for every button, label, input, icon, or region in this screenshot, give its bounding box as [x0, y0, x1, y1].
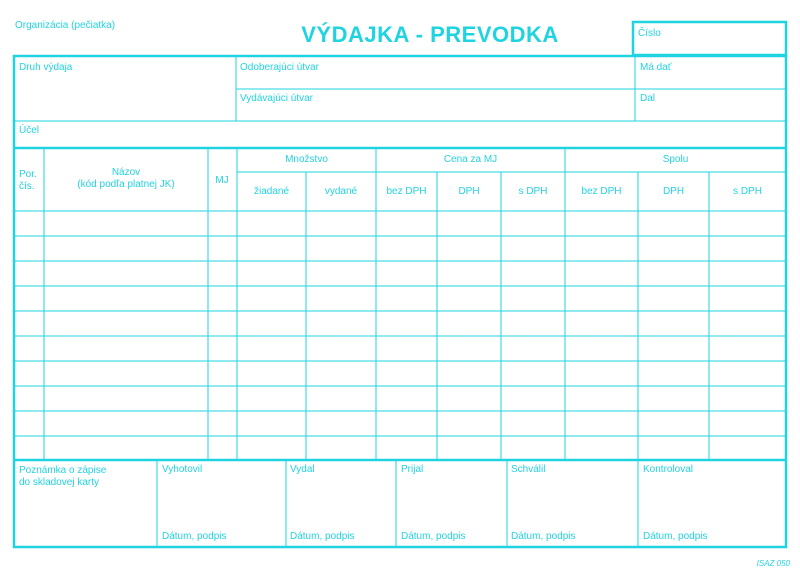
total-vat-header: DPH — [662, 186, 685, 197]
debit-label: Má dať — [640, 62, 672, 73]
quantity-header: Množstvo — [285, 154, 328, 165]
total-excl-vat-header: bez DPH — [581, 186, 622, 197]
issued-date-signature-label: Dátum, podpis — [290, 531, 355, 542]
approved-by-label: Schválil — [511, 464, 546, 475]
warehouse-note-label: Poznámka o zápise do skladovej karty — [19, 465, 107, 488]
total-header: Spolu — [662, 154, 689, 165]
form-title: VÝDAJKA - PREVODKA — [301, 22, 559, 47]
received-by-label: Prijal — [401, 464, 424, 475]
organization-stamp-label: Organizácia (pečiatka) — [15, 20, 116, 31]
issue-type-label: Druh výdaja — [19, 62, 73, 73]
prepared-date-signature-label: Dátum, podpis — [162, 531, 227, 542]
checked-date-signature-label: Dátum, podpis — [643, 531, 708, 542]
received-date-signature-label: Dátum, podpis — [401, 531, 466, 542]
unit-header: MJ — [215, 175, 229, 186]
issuing-unit-label: Vydávajúci útvar — [240, 93, 313, 104]
row-number-header: Por. čís. — [19, 169, 37, 192]
name-header: Názov (kód podľa platnej JK) — [77, 167, 175, 190]
quantity-issued-header: vydané — [324, 186, 358, 197]
unit-price-header: Cena za MJ — [443, 154, 498, 165]
form-code: ISAZ 050 — [756, 559, 790, 568]
quantity-requested-header: žiadané — [253, 186, 290, 197]
approved-date-signature-label: Dátum, podpis — [511, 531, 576, 542]
number-label: Číslo — [638, 28, 661, 39]
total-incl-vat-header: s DPH — [733, 186, 762, 197]
issued-by-label: Vydal — [290, 464, 315, 475]
unit-price-vat-header: DPH — [458, 186, 480, 197]
purpose-label: Účel — [19, 125, 40, 136]
unit-price-excl-vat-header: bez DPH — [386, 186, 427, 197]
checked-by-label: Kontroloval — [643, 464, 694, 475]
receiving-unit-label: Odoberajúci útvar — [240, 62, 319, 73]
credit-label: Dal — [640, 93, 656, 104]
unit-price-incl-vat-header: s DPH — [518, 186, 548, 197]
prepared-by-label: Vyhotovil — [162, 464, 203, 475]
